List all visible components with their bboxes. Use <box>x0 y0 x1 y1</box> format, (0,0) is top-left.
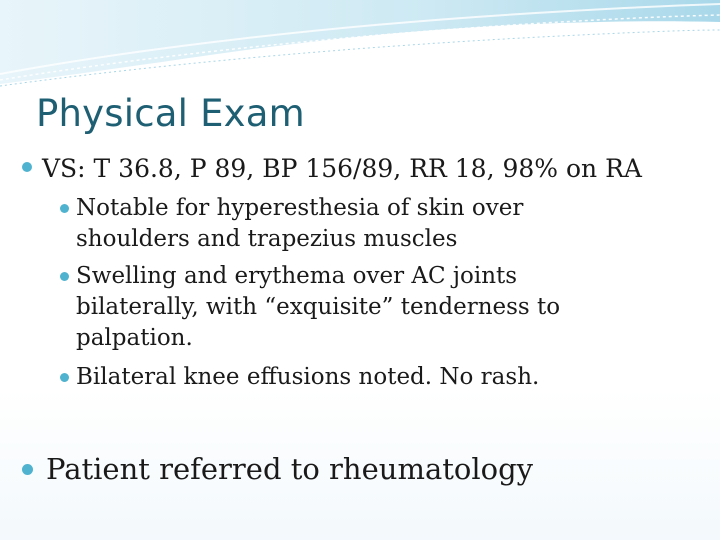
sub-bullet-line: bilaterally, with “exquisite” tenderness to <box>76 294 561 320</box>
sub-bullet-line: Bilateral knee effusions noted. No rash. <box>76 364 540 390</box>
sub-bullet-line: palpation. <box>76 325 193 351</box>
header-decoration <box>0 0 720 90</box>
bullet-icon <box>60 204 69 213</box>
sub-bullet-line: Swelling and erythema over AC joints <box>76 263 518 289</box>
referral-bullet: Patient referred to rheumatology <box>46 452 534 486</box>
sub-bullet-line: Notable for hyperesthesia of skin over <box>76 195 524 221</box>
sub-bullet-line: shoulders and trapezius muscles <box>76 226 458 252</box>
bullet-icon <box>60 272 69 281</box>
bullet-icon <box>60 373 69 382</box>
bullet-icon <box>22 464 33 475</box>
vitals-bullet: VS: T 36.8, P 89, BP 156/89, RR 18, 98% on RA <box>42 154 642 183</box>
slide-title: Physical Exam <box>36 92 305 135</box>
bullet-icon <box>22 162 32 172</box>
